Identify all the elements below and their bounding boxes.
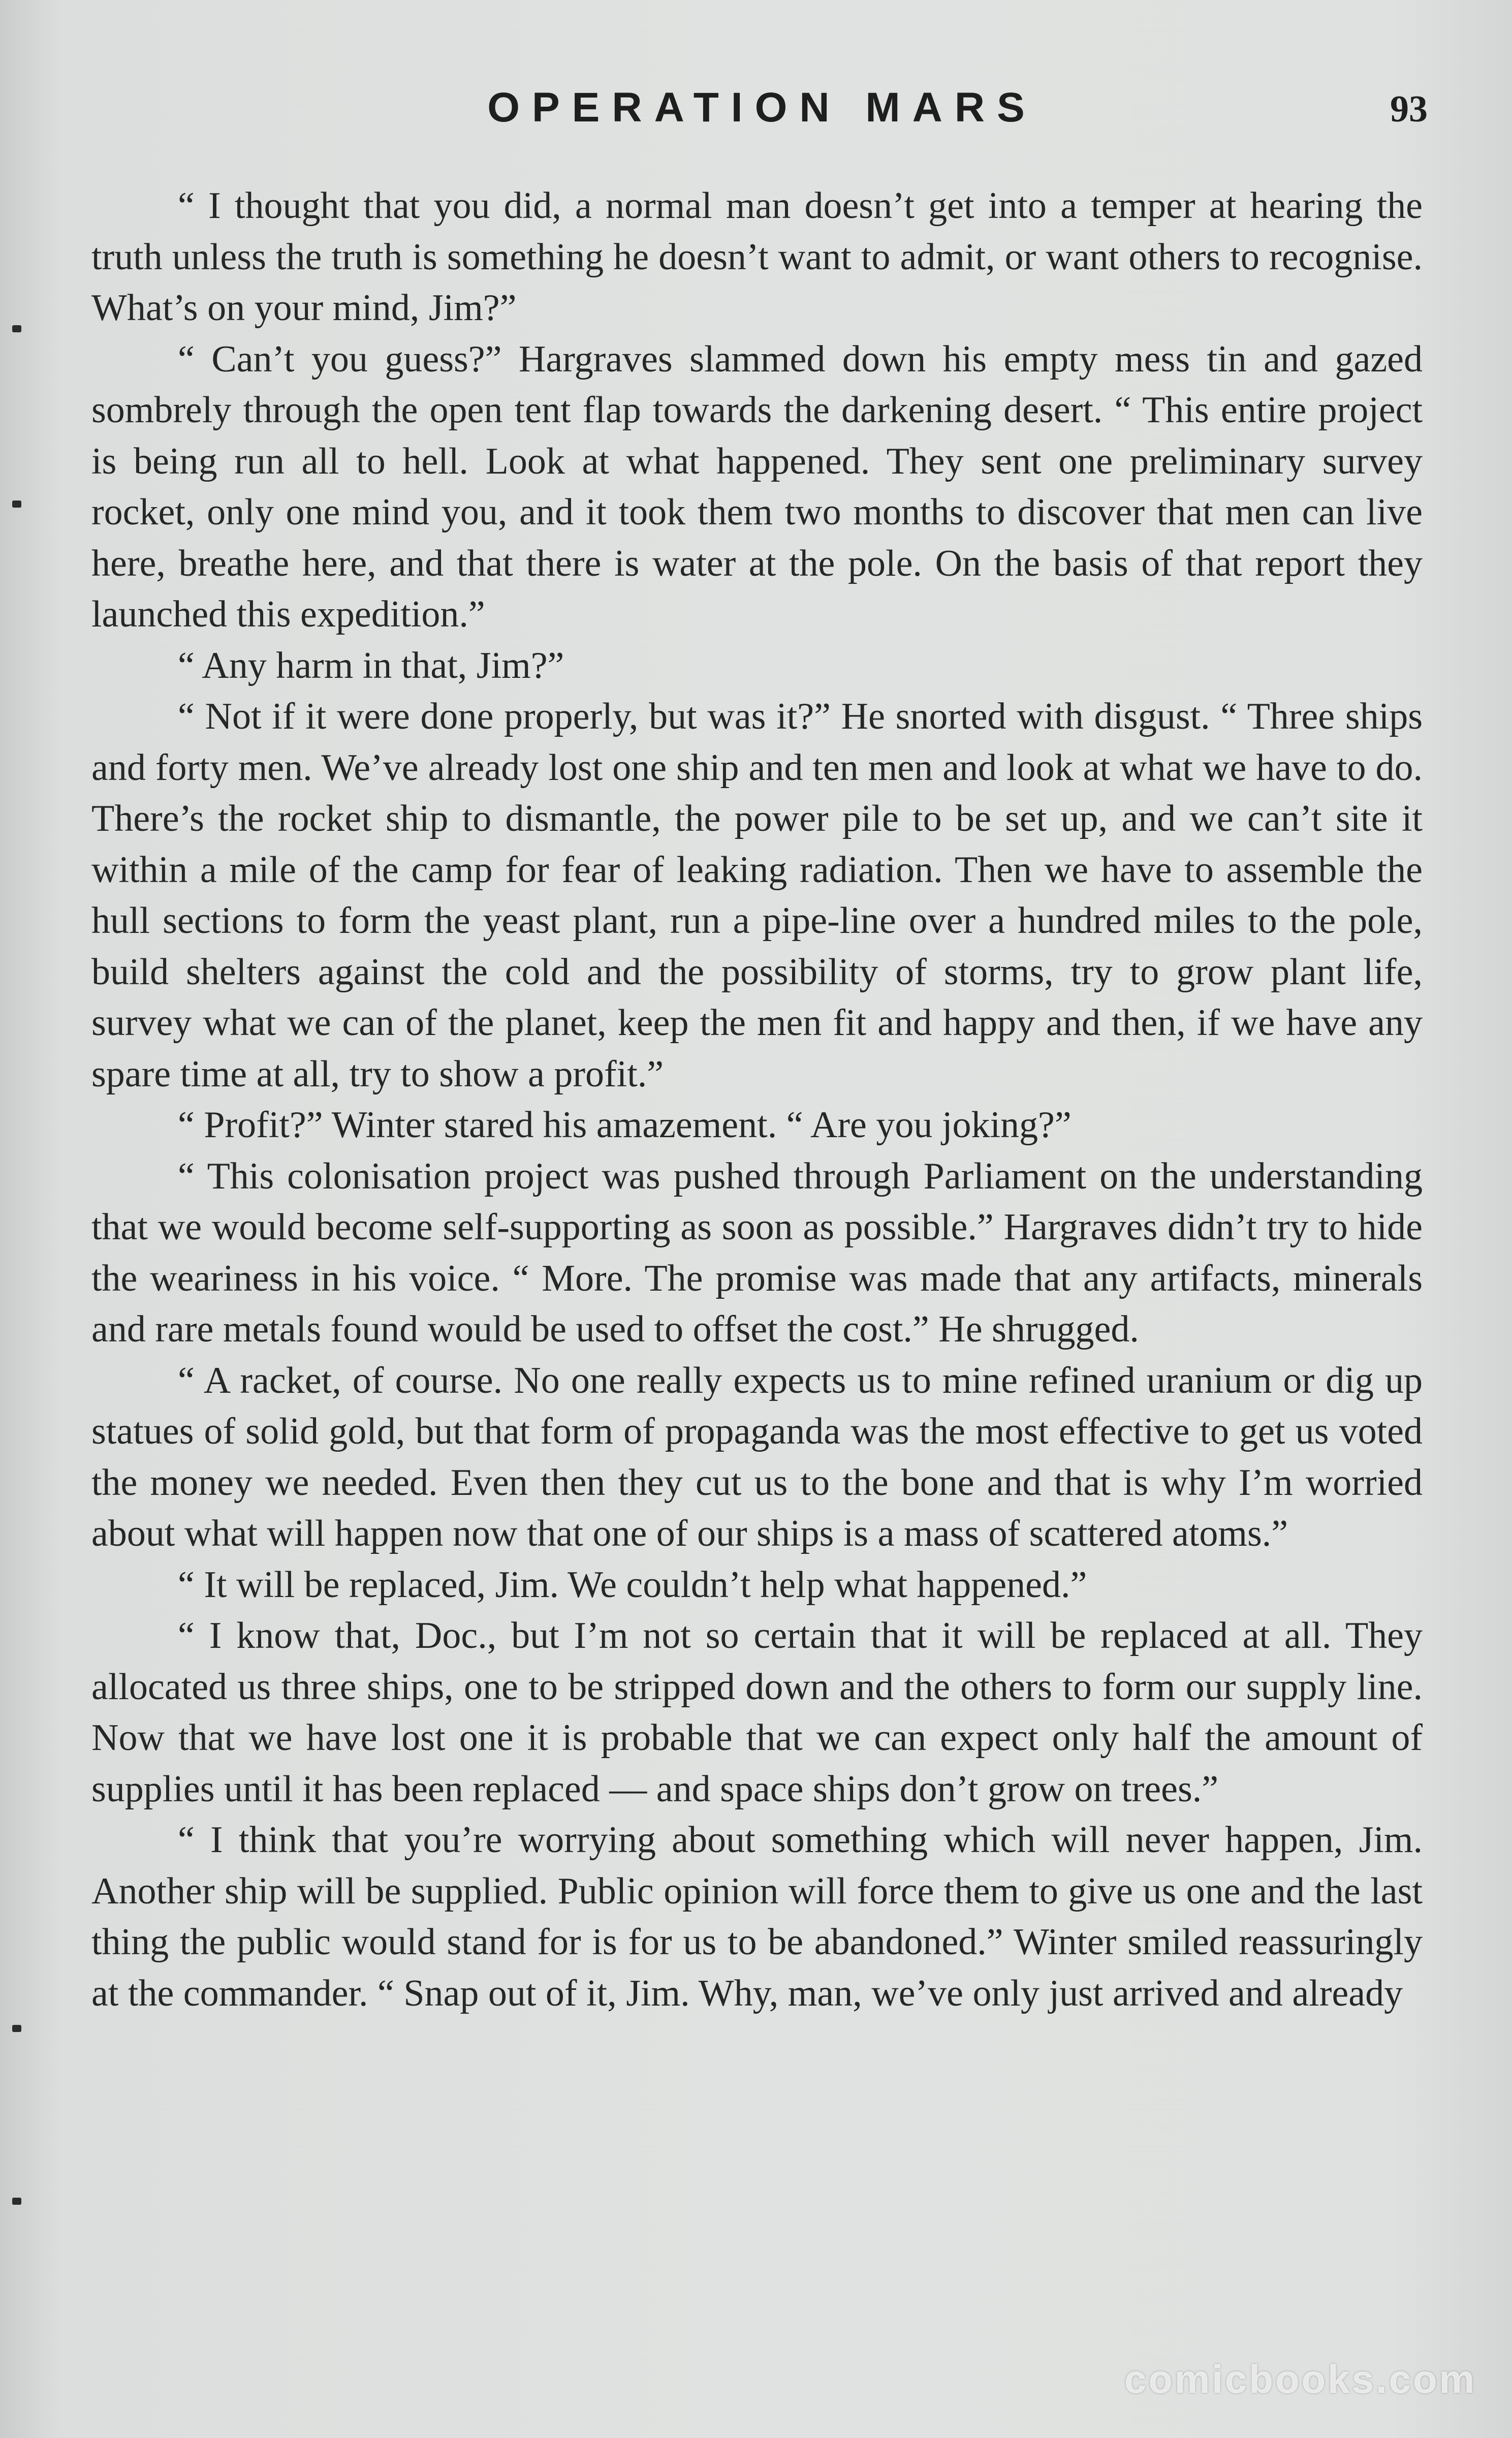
paragraph: “ I know that, Doc., but I’m not so certain that it will be replaced at all. They allocated us three ships, one to be stripped down and the others to form our supply line. Now that we have lost one it is probable that we can expect only half the amount of supplies until it has been replaced — and space ships don’t grow on trees.” bbox=[91, 1615, 1423, 1810]
paragraph: “ Can’t you guess?” Hargraves slammed down his empty mess tin and gazed sombrely through the open tent flap towards the darkening desert. “ This entire project is being run all to hell. Look at what happened. They sent one preliminary survey rocket, only one mind you, and it took them two months to discover that men can live here, breathe here, and that there is water at the pole. On the basis of that report they launched this expedition.” bbox=[91, 338, 1423, 635]
paragraph: “ I thought that you did, a normal man doesn’t get into a temper at hearing the truth unless the truth is something he doesn’t want to admit, or want others to recognise. What’s on your mind, Jim?” bbox=[91, 185, 1423, 329]
watermark: comicbooks.com bbox=[1124, 2357, 1476, 2401]
paragraph: “ A racket, of course. No one really expects us to mine refined uranium or dig up statues of solid gold, but that form of propaganda was the most effective to get us voted the money we needed. Even then they cut us to the bone and that is why I’m worried about what will happen now that one of our ships is a mass of scattered atoms.” bbox=[91, 1359, 1423, 1554]
page-number: 93 bbox=[1390, 88, 1428, 130]
paragraph: “ Not if it were done properly, but was it?” He snorted with disgust. “ Three ships and forty men. We’ve already lost one ship and ten men and look at what we have to do. There’s the rocket ship to dismantle, the power pile to be set up, and we can’t site it within a mile of the camp for fear of leaking radiation. Then we have to assemble the hull sections to form the yeast plant, run a pipe-line over a hundred miles to the pole, build shelters against the cold and the possibility of storms, try to grow plant life, survey what we can of the planet, keep the men fit and happy and then, if we have any spare time at all, try to show a profit.” bbox=[91, 696, 1423, 1095]
paragraph: “ It will be replaced, Jim. We couldn’t help what happened.” bbox=[178, 1564, 1087, 1606]
binding-mark bbox=[12, 2025, 21, 2032]
paragraph: “ Profit?” Winter stared his amazement. “ Are you joking?” bbox=[178, 1104, 1072, 1146]
body-text bbox=[91, 180, 1423, 2019]
running-title: OPERATION MARS bbox=[487, 84, 1037, 131]
binding-mark bbox=[12, 501, 21, 508]
binding-mark bbox=[12, 2198, 21, 2205]
paragraph: “ This colonisation project was pushed through Parliament on the understanding that we would become self-supporting as soon as possible.” Hargraves didn’t try to hide the weariness in his voice. “ More. The promise was made that any artifacts, minerals and rare metals found would be used to offset the cost.” He shrugged. bbox=[91, 1155, 1423, 1350]
binding-mark bbox=[12, 325, 21, 332]
paragraph: “ I think that you’re worrying about something which will never happen, Jim. Another ship will be supplied. Public opinion will force them to give us one and the last thing the public would stand for is for us to be abandoned.” Winter smiled reassuringly at the commander. “ Snap out of it, Jim. Why, man, we’ve only just arrived and already bbox=[91, 1819, 1423, 2014]
paragraph: “ Any harm in that, Jim?” bbox=[178, 644, 564, 686]
running-head bbox=[97, 84, 1428, 145]
